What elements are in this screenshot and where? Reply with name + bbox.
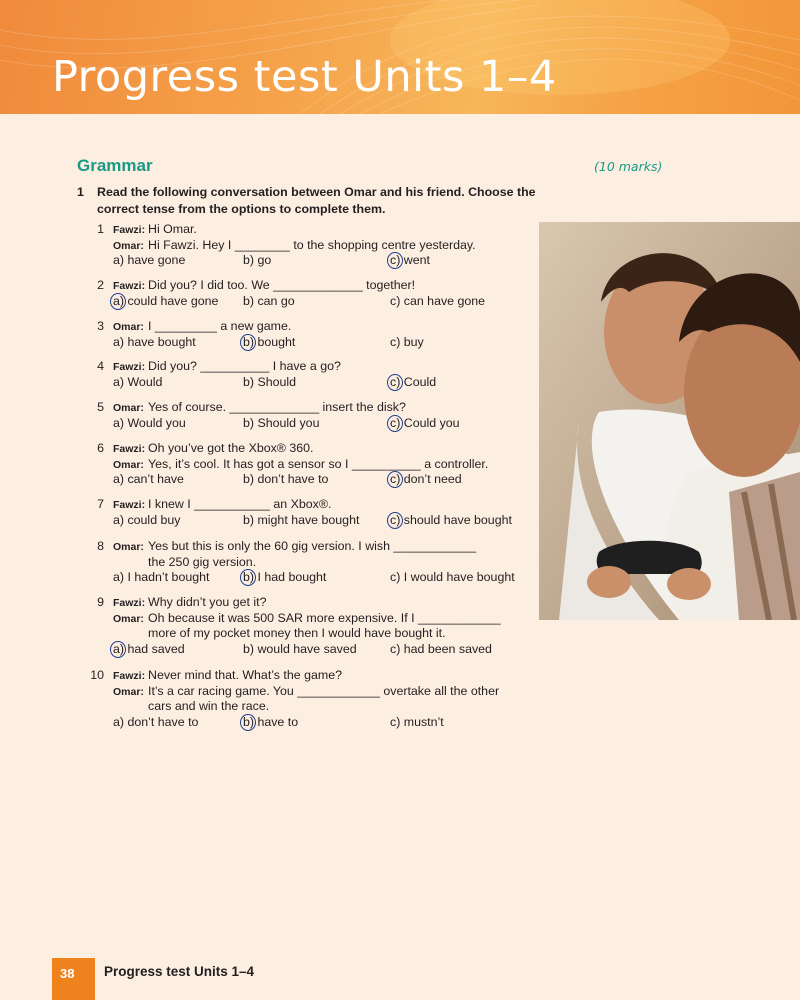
- option-c[interactable]: c) buy: [390, 334, 424, 349]
- dialogue-line: [113, 668, 342, 685]
- dialogue-continuation: more of my pocket money then I would have bought it.: [148, 626, 446, 641]
- question-number: 2: [97, 278, 104, 292]
- option-c[interactable]: c) can have gone: [390, 293, 486, 308]
- instruction-number: 1: [77, 185, 84, 199]
- speaker-name: Fawzi:: [113, 443, 146, 455]
- option-c[interactable]: c) should have bought: [390, 512, 512, 527]
- answer-circle-mark: [110, 293, 126, 310]
- speaker-name: Fawzi:: [113, 361, 146, 373]
- dialogue-text: Hi Omar.: [148, 222, 197, 236]
- dialogue-line: [113, 278, 415, 295]
- speaker-name: Omar:: [113, 458, 144, 471]
- option-b[interactable]: b) bought: [243, 334, 296, 349]
- section-marks: (10 marks): [594, 159, 663, 174]
- option-c[interactable]: c) don’t need: [390, 472, 462, 487]
- option-a[interactable]: a) have bought: [113, 334, 196, 349]
- dialogue-text: Yes but this is only the 60 gig version. I wish ____________: [148, 539, 477, 553]
- dialogue-text: Why didn’t you get it?: [148, 595, 267, 609]
- option-a[interactable]: a) don’t have to: [113, 714, 199, 729]
- option-b[interactable]: b) Should you: [243, 415, 320, 430]
- question-number: 6: [97, 441, 104, 455]
- option-c[interactable]: c) went: [390, 253, 430, 268]
- answer-circle-mark: [110, 641, 126, 658]
- dialogue-line: [113, 359, 341, 376]
- question-number: 3: [97, 319, 104, 333]
- dialogue-text: Oh because it was 500 SAR more expensive. If I ____________: [148, 610, 501, 625]
- dialogue-line: [113, 611, 501, 628]
- speaker-name: Fawzi:: [113, 280, 146, 292]
- dialogue-text: Yes of course. _____________ insert the disk?: [148, 400, 406, 414]
- speaker-name: Fawzi:: [113, 597, 146, 609]
- dialogue-line: [113, 684, 499, 701]
- speaker-name: Fawzi:: [113, 499, 146, 511]
- question-number: 10: [90, 668, 104, 682]
- dialogue-text: I _________ a new game.: [148, 319, 292, 333]
- option-b[interactable]: b) might have bought: [243, 512, 360, 527]
- speaker-name: Omar:: [113, 402, 144, 414]
- option-b[interactable]: b) have to: [243, 714, 299, 729]
- speaker-name: Fawzi:: [113, 670, 146, 682]
- speaker-name: Fawzi:: [113, 224, 146, 236]
- footer-title: Progress test Units 1–4: [104, 964, 255, 979]
- option-a[interactable]: a) Would: [113, 374, 163, 389]
- option-c[interactable]: c) Could: [390, 374, 437, 389]
- option-b[interactable]: b) would have saved: [243, 641, 357, 656]
- option-c[interactable]: c) mustn’t: [390, 714, 444, 729]
- option-c[interactable]: c) I would have bought: [390, 570, 515, 585]
- question-number: 8: [97, 539, 104, 553]
- question-number: 5: [97, 400, 104, 414]
- dialogue-continuation: cars and win the race.: [148, 699, 270, 714]
- dialogue-line: [113, 222, 197, 239]
- dialogue-text: Did you? __________ I have a go?: [148, 359, 341, 373]
- answer-circle-mark: [387, 374, 403, 391]
- page-title: Progress test Units 1–4: [52, 52, 557, 102]
- dialogue-text: I knew I ___________ an Xbox®.: [148, 497, 332, 511]
- header-banner: [0, 0, 800, 114]
- option-a[interactable]: a) can’t have: [113, 472, 184, 487]
- question-number: 7: [97, 497, 104, 511]
- footer-page-number: 38: [60, 966, 75, 981]
- option-b[interactable]: b) go: [243, 253, 272, 268]
- speaker-name: Omar:: [113, 239, 144, 252]
- speaker-name: Omar:: [113, 685, 144, 698]
- dialogue-text: Oh you’ve got the Xbox® 360.: [148, 441, 314, 455]
- dialogue-text: Yes, it’s cool. It has got a sensor so I __________ a controller.: [148, 456, 489, 471]
- answer-circle-mark: [240, 714, 256, 731]
- dialogue-text: Did you? I did too. We _____________ together!: [148, 278, 416, 292]
- dialogue-text: Never mind that. What’s the game?: [148, 668, 342, 682]
- dialogue-line: [113, 497, 331, 514]
- answer-circle-mark: [387, 512, 403, 529]
- speaker-name: Omar:: [113, 612, 144, 625]
- dialogue-line: [113, 238, 476, 255]
- option-b[interactable]: b) Should: [243, 374, 297, 389]
- speaker-name: Omar:: [113, 541, 144, 553]
- option-b[interactable]: b) can go: [243, 293, 295, 308]
- question-number: 9: [97, 595, 104, 609]
- instruction-text: Read the following conversation between Omar and his friend. Choose the correct tense from the options to complete them.: [97, 185, 536, 216]
- dialogue-line: [113, 400, 406, 417]
- question-number: 4: [97, 359, 104, 373]
- dialogue-text: Hi Fawzi. Hey I ________ to the shopping centre yesterday.: [148, 237, 476, 252]
- option-a[interactable]: a) could have gone: [113, 293, 219, 308]
- answer-circle-mark: [240, 334, 256, 351]
- dialogue-line: [113, 595, 266, 612]
- dialogue-continuation: the 250 gig version.: [148, 554, 257, 569]
- dialogue-line: [113, 457, 488, 474]
- option-a[interactable]: a) Would you: [113, 415, 186, 430]
- section-title: Grammar: [77, 156, 153, 175]
- option-b[interactable]: b) I had bought: [243, 570, 327, 585]
- photo-illustration: [539, 222, 800, 620]
- option-a[interactable]: a) could buy: [113, 512, 181, 527]
- answer-circle-mark: [387, 415, 403, 432]
- dialogue-text: It’s a car racing game. You ____________ overtake all the other: [148, 683, 500, 698]
- dialogue-line: [113, 441, 314, 458]
- dialogue-line: [113, 319, 291, 336]
- dialogue-line: [113, 539, 476, 556]
- speaker-name: Omar:: [113, 321, 144, 333]
- option-a[interactable]: a) had saved: [113, 641, 185, 656]
- question-number: 1: [97, 222, 104, 236]
- option-c[interactable]: c) had been saved: [390, 641, 492, 656]
- option-a[interactable]: a) I hadn’t bought: [113, 570, 210, 585]
- option-c[interactable]: c) Could you: [390, 415, 460, 430]
- option-a[interactable]: a) have gone: [113, 253, 186, 268]
- photo-boys-playing-video-game: [539, 222, 800, 620]
- option-b[interactable]: b) don’t have to: [243, 472, 329, 487]
